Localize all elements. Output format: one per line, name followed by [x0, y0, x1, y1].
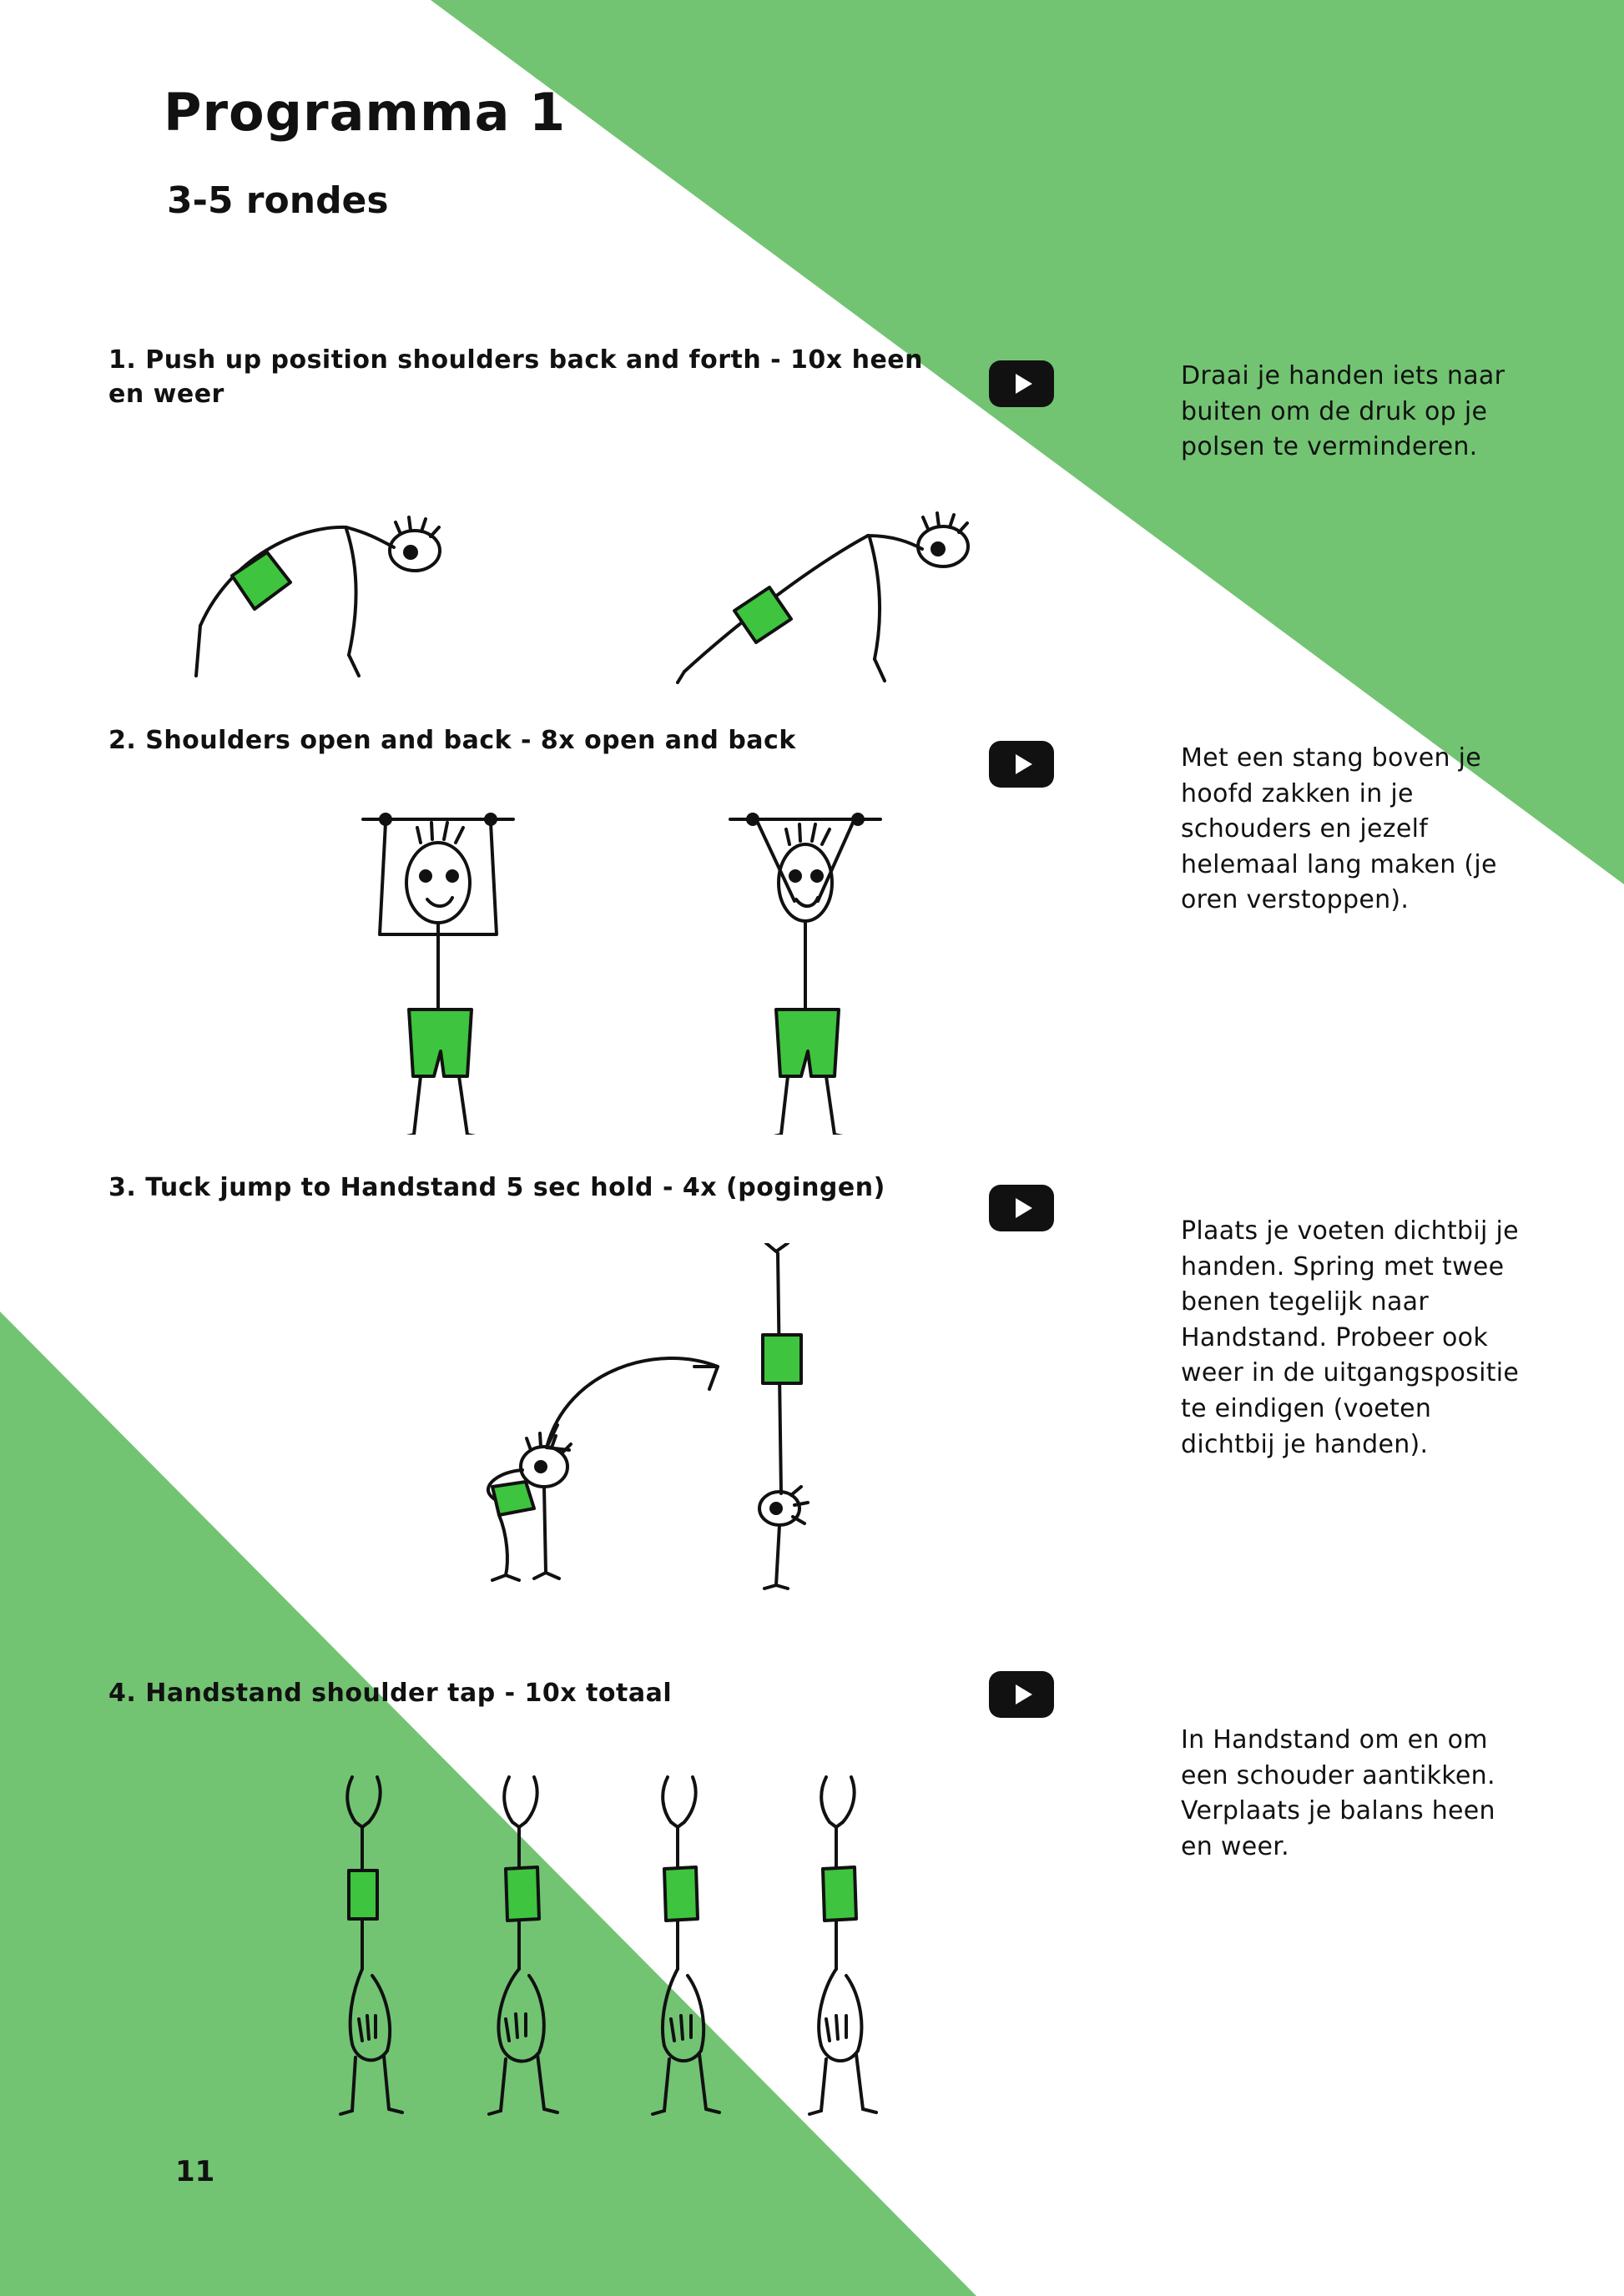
exercise-3-heading: 3. Tuck jump to Handstand 5 sec hold - 4x (pogingen) [108, 1173, 885, 1202]
exercise-1-figure [150, 476, 1185, 684]
exercise-2-heading: 2. Shoulders open and back - 8x open and back [108, 726, 796, 755]
play-triangle-icon [1016, 1684, 1032, 1704]
youtube-play-icon-1[interactable] [989, 360, 1054, 407]
page-subtitle: 3-5 rondes [167, 179, 389, 222]
page-title: Programma 1 [164, 82, 567, 143]
exercise-2-figure [334, 801, 1001, 1135]
play-triangle-icon [1016, 1198, 1032, 1218]
youtube-play-icon-4[interactable] [989, 1671, 1054, 1718]
exercise-4-figure [275, 1769, 943, 2127]
exercise-4-note: In Handstand om en om een schouder aantikken. Verplaats je balans heen en weer. [1181, 1725, 1495, 1861]
play-triangle-icon [1016, 374, 1032, 394]
exercise-3-figure [367, 1243, 951, 1594]
exercise-1-heading: 1. Push up position shoulders back and forth - 10x heen en weer [108, 345, 924, 409]
exercise-3-note: Plaats je voeten dichtbij je handen. Spring met twee benen tegelijk naar Handstand. Probeer ook weer in de uitgangspositie te eindigen (voeten dichtbij je handen). [1181, 1216, 1520, 1459]
youtube-play-icon-3[interactable] [989, 1185, 1054, 1231]
exercise-4-heading: 4. Handstand shoulder tap - 10x totaal [108, 1679, 673, 1708]
exercise-1-note: Draai je handen iets naar buiten om de druk op je polsen te verminderen. [1181, 361, 1505, 462]
exercise-2-note: Met een stang boven je hoofd zakken in je schouders en jezelf helemaal lang maken (je oren verstoppen). [1181, 743, 1497, 915]
page-number: 11 [175, 2155, 215, 2188]
youtube-play-icon-2[interactable] [989, 741, 1054, 788]
play-triangle-icon [1016, 754, 1032, 774]
